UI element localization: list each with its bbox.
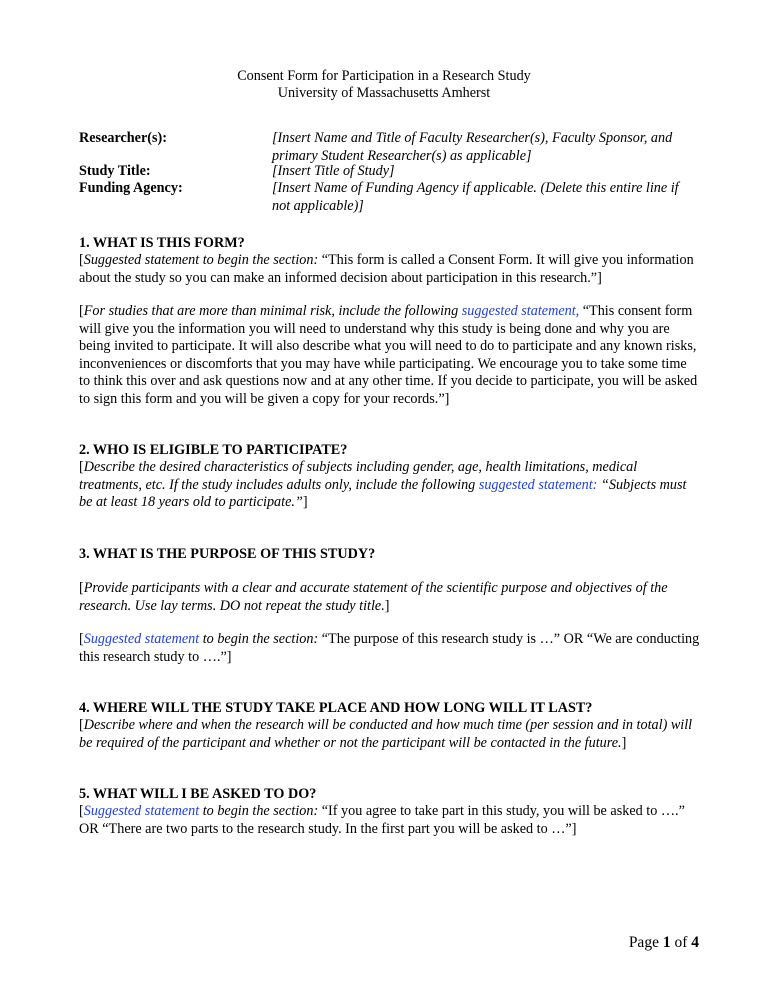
page-word: Page [628, 934, 663, 951]
instruction-text: Describe where and when the research will be conducted and how much time (per session and in total) will be required of the participant and whether or not the participant will be contacted in the future. [79, 717, 693, 751]
bracket-open: [ [79, 717, 84, 733]
instruction-text: Provide participants with a clear and accurate statement of the scientific purpose and objectives of the research. Use lay terms. DO not repeat the study title. [79, 580, 668, 614]
section-3-paragraph-1 [79, 580, 701, 615]
section-1-heading: 1. WHAT IS THIS FORM? [79, 235, 245, 251]
section-5-heading: 5. WHAT WILL I BE ASKED TO DO? [79, 786, 317, 802]
funding-agency-label: Funding Agency: [79, 180, 183, 196]
instruction-text: Describe the desired characteristics of subjects including gender, age, health limitations, medical treatments, etc. If the study includes adults only, include the following [79, 459, 638, 493]
funding-agency-value [272, 180, 692, 215]
study-title-value [272, 163, 692, 181]
page-total: 4 [691, 934, 699, 951]
instruction-text: to begin the section: [199, 803, 319, 819]
study-title-value-text: [Insert Title of Study] [272, 163, 395, 179]
researcher-label: Researcher(s): [79, 130, 167, 146]
instruction-text: to begin the section: [199, 631, 319, 647]
statement-text: “This consent form will give you the information you will need to understand why this study is being done and why you are being invited to participate. It will also describe what you will need to do to participate and any known risks, inconveniences or discomforts that you may have while participating. We encourage you to take some time to think this over and ask questions now and at any other time. If you decide to participate, you will be asked to sign this form and you will be given a copy for your records.”] [79, 303, 698, 407]
section-2-heading: 2. WHO IS ELIGIBLE TO PARTICIPATE? [79, 442, 348, 458]
section-3-heading: 3. WHAT IS THE PURPOSE OF THIS STUDY? [79, 546, 376, 562]
section-5-paragraph-1 [79, 803, 701, 838]
bracket-open: [ [79, 459, 84, 475]
form-title: Consent Form for Participation in a Research Study [237, 68, 531, 84]
suggested-statement-highlight: Suggested statement [83, 803, 200, 819]
page-number [629, 934, 699, 952]
statement-text: “The purpose of this research study is …” OR “We are conducting this research study to ….”] [79, 631, 700, 665]
page-current: 1 [662, 934, 671, 951]
section-1-paragraph-1 [79, 252, 701, 287]
bracket-open: [ [79, 303, 84, 319]
suggested-statement-highlight: Suggested statement [83, 631, 200, 647]
bracket-open: [ [79, 803, 84, 819]
statement-text: “This form is called a Consent Form. It will give you information about the study so you can make an informed decision about participation in this research.”] [79, 252, 694, 286]
section-1-paragraph-2 [79, 303, 701, 408]
section-4-heading: 4. WHERE WILL THE STUDY TAKE PLACE AND HOW LONG WILL IT LAST? [79, 700, 593, 716]
funding-agency-value-text: [Insert Name of Funding Agency if applicable. (Delete this entire line if not applicable)] [272, 180, 679, 214]
section-4-paragraph-1 [79, 717, 701, 752]
study-title-label: Study Title: [79, 163, 151, 179]
bracket-open: [ [79, 580, 84, 596]
section-3-paragraph-2 [79, 631, 701, 666]
suggested-statement-highlight: suggested statement: [475, 476, 598, 493]
instruction-text: For studies that are more than minimal risk, include the following [83, 303, 459, 319]
researcher-value [272, 130, 692, 165]
suggested-statement-highlight: suggested statement, [458, 303, 580, 319]
instruction-text: Suggested statement to begin the section: [83, 252, 319, 268]
bracket-close: ] [302, 494, 308, 510]
bracket-open: [ [79, 631, 84, 647]
researcher-value-text: [Insert Name and Title of Faculty Researcher(s), Faculty Sponsor, and primary Student Researcher(s) as applicable] [272, 130, 673, 164]
section-2-paragraph-1 [79, 459, 701, 512]
bracket-close: ] [384, 597, 390, 614]
of-word: of [670, 934, 692, 951]
statement-text: “Subjects must be at least 18 years old to participate.” [79, 476, 687, 510]
bracket-open: [ [79, 252, 84, 268]
bracket-close: ] [621, 734, 627, 751]
statement-text: “If you agree to take part in this study, you will be asked to ….” OR “There are two parts to the research study. In the first part you will be asked to …”] [79, 803, 685, 837]
university-name: University of Massachusetts Amherst [277, 85, 491, 101]
